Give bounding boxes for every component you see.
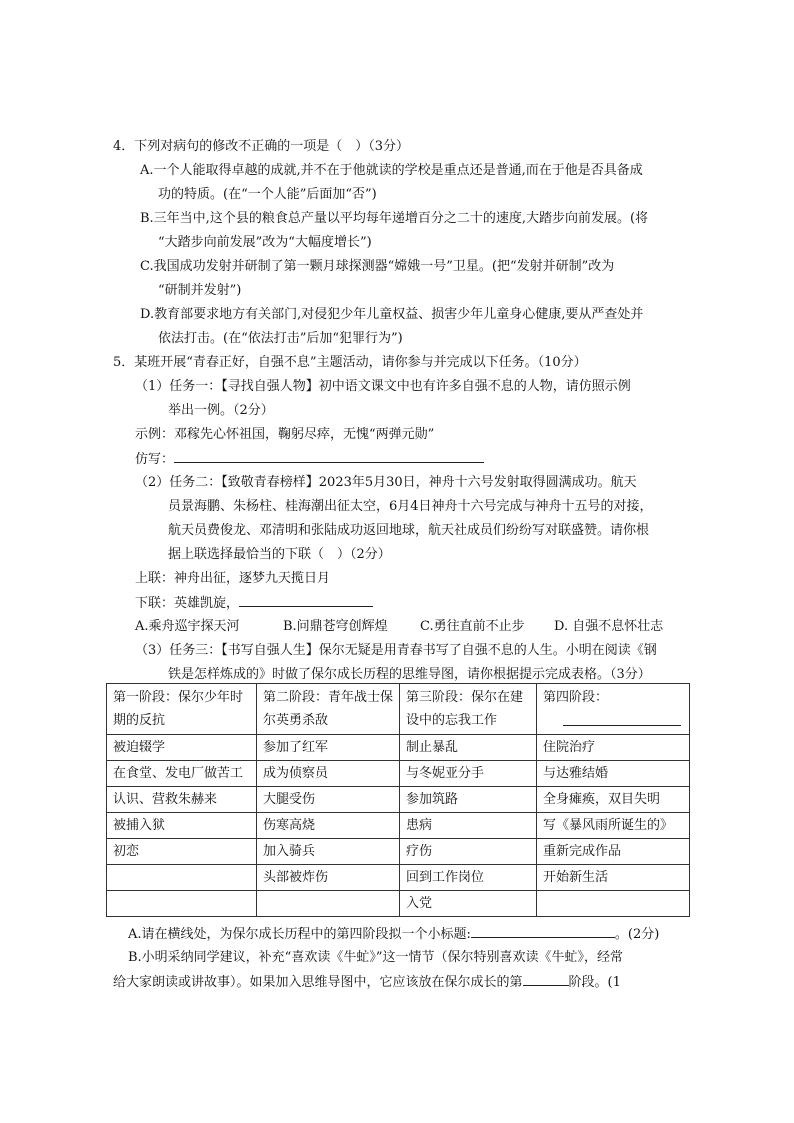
task1-line1: （1）任务一：【寻找自强人物】初中语文课文中也有许多自强不息的人物，请仿照示例	[135, 379, 631, 394]
task2-line4: 据上联选择最恰当的下联（ ）（2分）	[168, 547, 391, 562]
stage-3-header: 第三阶段：保尔在建设中的忘我工作	[400, 684, 537, 735]
table-cell	[107, 891, 257, 917]
table-cell	[257, 891, 400, 917]
table-header-row	[107, 684, 690, 735]
stage-4-header	[537, 684, 690, 735]
table-cell: 患病	[400, 813, 537, 839]
table-cell: 与达雅结婚	[537, 761, 690, 787]
q4-option-a-line1: A.一个人能取得卓越的成就,并不在于他就读的学校是重点还是普通,而在于他是否具备成	[140, 163, 643, 178]
table-cell: 入党	[400, 891, 537, 917]
task1-imitate	[135, 450, 484, 469]
table-cell: 成为侦察员	[257, 761, 400, 787]
task2-line3: 航天员费俊龙、邓清明和张陆成功返回地球，航天社成员们纷纷写对联盛赞。请你根	[168, 523, 650, 538]
task1-example: 示例：邓稼先心怀祖国，鞠躬尽瘁，无愧“两弹元勋”	[135, 427, 435, 442]
table-cell	[107, 865, 257, 891]
mind-map-table	[106, 683, 690, 917]
imitate-label: 仿写：	[135, 452, 175, 467]
table-cell: 大腿受伤	[257, 787, 400, 813]
couplet-option-d: D. 自强不息怀壮志	[554, 619, 664, 634]
table-cell: 头部被炸伤	[257, 865, 400, 891]
q4-option-d-line2: 依法打击。(在“依法打击”后加“犯罪行为”)	[158, 331, 403, 346]
table-cell: 写《暴风雨所诞生的》	[537, 813, 690, 839]
sub-question-a-end: 。(2分)	[614, 927, 660, 942]
table-cell: 重新完成作品	[537, 839, 690, 865]
lower-couplet-label: 下联：英雄凯旋，	[135, 596, 240, 611]
table-row	[107, 891, 690, 917]
table-row	[107, 813, 690, 839]
table-cell: 伤寒高烧	[257, 813, 400, 839]
stage-2-header: 第二阶段：青年战士保尔英勇杀敌	[257, 684, 400, 735]
task1-line2: 举出一例。（2分）	[168, 403, 274, 418]
sub-question-b-line2	[113, 973, 621, 992]
sub-question-b-line1: B.小明采纳同学建议，补充“喜欢读《牛虻》”这一情节（保尔特别喜欢读《牛虻》，经常	[128, 950, 623, 965]
stage-4-title-answer-blank[interactable]	[471, 925, 615, 938]
q4-option-c-line1: C.我国成功发射并研制了第一颗月球探测器“嫦娥一号”卫星。(把“发射并研制”改为	[140, 259, 615, 274]
q4-option-c-line2: “研制并发射”)	[158, 283, 242, 298]
q4-option-b-line2: “大踏步向前发展”改为“大幅度增长”)	[158, 235, 372, 250]
table-cell: 被捕入狱	[107, 813, 257, 839]
table-cell: 开始新生活	[537, 865, 690, 891]
table-row	[107, 839, 690, 865]
table-cell: 被迫辍学	[107, 735, 257, 761]
stage-number-blank[interactable]	[523, 973, 569, 986]
table-cell: 加入骑兵	[257, 839, 400, 865]
couplet-option-c: C.勇往直前不止步	[420, 619, 525, 634]
upper-couplet: 上联：神舟出征，逐梦九天揽日月	[135, 571, 331, 586]
table-cell: 认识、营救朱赫来	[107, 787, 257, 813]
sub-question-a-text: A.请在横线处，为保尔成长历程中的第四阶段拟一个小标题:	[128, 927, 471, 942]
table-row	[107, 787, 690, 813]
imitate-answer-blank[interactable]	[174, 450, 484, 463]
table-cell: 回到工作岗位	[400, 865, 537, 891]
sub-question-b-text: 给大家朗读或讲故事）。如果加入思维导图中，它应该放在保尔成长的第	[113, 975, 523, 990]
q4-stem: 4．下列对病句的修改不正确的一项是（ ）（3分）	[113, 139, 410, 154]
sub-question-b-end: 阶段。(1	[568, 975, 621, 990]
table-cell	[537, 891, 690, 917]
q4-option-b-line1: B.三年当中,这个县的粮食总产量以平均每年递增百分之二十的速度,大踏步向前发展。(将	[140, 211, 649, 226]
task2-line2: 员景海鹏、朱杨柱、桂海潮出征太空，6月4日神舟十六号完成与神舟十五号的对接，	[168, 499, 653, 514]
table-cell: 参加了红军	[257, 735, 400, 761]
sub-question-a	[128, 925, 659, 944]
table-cell: 疗伤	[400, 839, 537, 865]
q5-stem: 5．某班开展“青春正好，自强不息”主题活动，请你参与并完成以下任务。（10分）	[113, 355, 587, 370]
stage-4-header-label: 第四阶段：	[543, 690, 609, 705]
table-cell: 在食堂、发电厂做苦工	[107, 761, 257, 787]
task2-line1: （2）任务二：【致敬青春榜样】2023年5月30日，神舟十六号发射取得圆满成功。航天	[135, 475, 637, 490]
table-cell: 参加筑路	[400, 787, 537, 813]
task3-line1: （3）任务三：【书写自强人生】保尔无疑是用青春书写了自强不息的人生。小明在阅读《钢	[135, 643, 657, 658]
table-row	[107, 761, 690, 787]
couplet-option-a: A.乘舟巡宇探天河	[135, 619, 240, 634]
stage-4-title-blank[interactable]	[563, 709, 681, 726]
table-cell: 制止暴乱	[400, 735, 537, 761]
table-cell: 初恋	[107, 839, 257, 865]
q4-option-a-line2: 功的特质。(在“一个人能”后面加“否”)	[158, 187, 377, 202]
q4-option-d-line1: D.教育部要求地方有关部门,对侵犯少年儿童权益、损害少年儿童身心健康,要从严查处并	[140, 307, 644, 322]
lower-couplet-blank[interactable]	[239, 594, 373, 607]
couplet-option-b: B.问鼎苍穹创辉煌	[283, 619, 388, 634]
stage-1-header: 第一阶段：保尔少年时期的反抗	[107, 684, 257, 735]
table-row	[107, 865, 690, 891]
table-row	[107, 735, 690, 761]
table-cell: 与冬妮亚分手	[400, 761, 537, 787]
lower-couplet	[135, 594, 373, 613]
table-cell: 全身瘫痪，双目失明	[537, 787, 690, 813]
table-cell: 住院治疗	[537, 735, 690, 761]
task3-line2: 铁是怎样炼成的》时做了保尔成长历程的思维导图，请你根据提示完成表格。（3分）	[168, 667, 651, 682]
